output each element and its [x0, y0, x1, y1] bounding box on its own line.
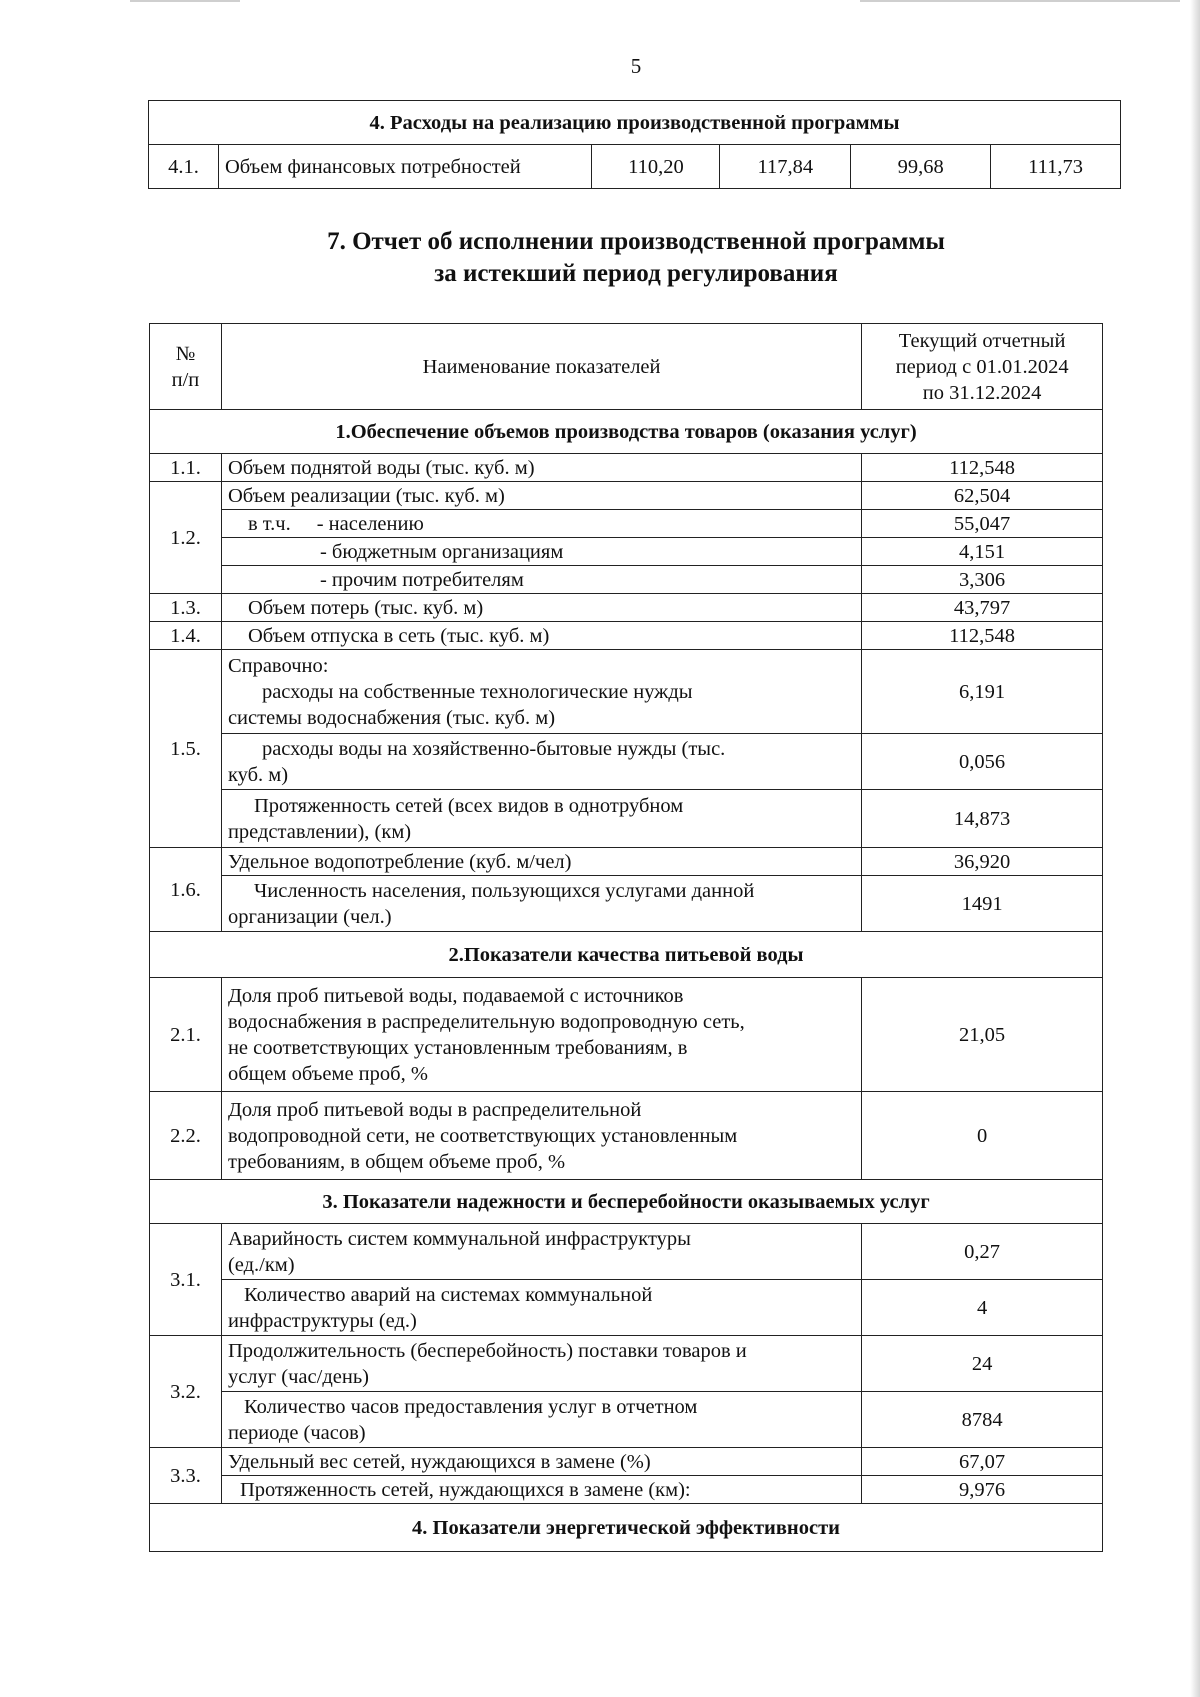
value-cell: 36,920 — [862, 848, 1103, 876]
value-cell: 117,84 — [720, 145, 851, 189]
row-name-line: расходы на собственные технологические нужды — [261, 680, 693, 703]
value-cell: 112,548 — [862, 622, 1103, 650]
row-name: Протяженность сетей, нуждающихся в замене (км): — [221, 1476, 861, 1504]
value-cell: 6,191 — [862, 650, 1103, 734]
value-cell: 62,504 — [862, 482, 1103, 510]
value-cell: 24 — [862, 1336, 1103, 1392]
row-name — [221, 734, 861, 790]
page-number: 5 — [630, 54, 642, 78]
value-cell: 0 — [862, 1092, 1103, 1180]
row-name: Удельный вес сетей, нуждающихся в замене (%) — [221, 1448, 861, 1476]
row-name-line: куб. м) — [227, 763, 289, 786]
value-cell: 43,797 — [862, 594, 1103, 622]
report-title — [0, 226, 1200, 290]
value-cell: 21,05 — [862, 978, 1103, 1092]
row-name-line: Доля проб питьевой воды в распределительной — [227, 1098, 642, 1121]
row-name-line: водопроводной сети, не соответствующих установленным — [227, 1124, 738, 1147]
row-name — [221, 1092, 861, 1180]
table-row — [150, 538, 1103, 566]
header-row — [150, 324, 1103, 410]
value-cell: 110,20 — [592, 145, 720, 189]
row-name-text: - населению — [316, 512, 424, 535]
scan-mark — [130, 0, 240, 2]
section-header-row — [150, 932, 1103, 978]
row-name-line: Протяженность сетей (всех видов в однотрубном — [253, 794, 684, 817]
table-row — [150, 1280, 1103, 1336]
row-number: 1.4. — [150, 622, 222, 650]
col-header-text: период с 01.01.2024 — [895, 355, 1069, 378]
row-name-line: (ед./км) — [227, 1253, 295, 1276]
col-header-text: п/п — [171, 368, 200, 391]
value-cell: 67,07 — [862, 1448, 1103, 1476]
row-name-line: Количество аварий на системах коммунальной — [243, 1283, 653, 1306]
col-header-text: № — [175, 342, 196, 365]
row-name-line: Доля проб питьевой воды, подаваемой с источников — [227, 984, 684, 1007]
value-cell: 55,047 — [862, 510, 1103, 538]
col-header-number — [150, 324, 222, 410]
table-row — [150, 594, 1103, 622]
row-name-line: Аварийность систем коммунальной инфраструктуры — [227, 1227, 691, 1250]
table-row — [150, 876, 1103, 932]
value-cell: 8784 — [862, 1392, 1103, 1448]
row-prefix: в т.ч. — [247, 512, 291, 535]
row-name — [221, 650, 861, 734]
row-number: 3.2. — [150, 1336, 222, 1448]
row-name: Объем реализации (тыс. куб. м) — [221, 482, 861, 510]
value-cell: 1491 — [862, 876, 1103, 932]
value-cell: 112,548 — [862, 454, 1103, 482]
section-header-row — [149, 101, 1121, 145]
report-table — [149, 323, 1103, 1552]
row-name — [221, 876, 861, 932]
value-cell: 9,976 — [862, 1476, 1103, 1504]
row-name — [221, 1392, 861, 1448]
col-header-text: по 31.12.2024 — [922, 381, 1042, 404]
row-name: Объем поднятой воды (тыс. куб. м) — [221, 454, 861, 482]
row-number: 3.1. — [150, 1224, 222, 1336]
row-name — [221, 1224, 861, 1280]
table-row — [150, 650, 1103, 734]
row-name-line: расходы воды на хозяйственно-бытовые нужды (тыс. — [261, 737, 726, 760]
value-cell: 0,056 — [862, 734, 1103, 790]
value-cell: 4 — [862, 1280, 1103, 1336]
scan-mark — [860, 0, 1180, 2]
table-row — [150, 848, 1103, 876]
row-name — [221, 978, 861, 1092]
table-row — [150, 1476, 1103, 1504]
value-cell: 3,306 — [862, 566, 1103, 594]
expenses-table — [148, 100, 1121, 189]
section-header: 4. Показатели энергетической эффективности — [150, 1504, 1103, 1552]
table-row — [150, 454, 1103, 482]
row-number: 1.3. — [150, 594, 222, 622]
table-row — [150, 510, 1103, 538]
col-header-period — [862, 324, 1103, 410]
section-header: 2.Показатели качества питьевой воды — [150, 932, 1103, 978]
section-header-row — [150, 1504, 1103, 1552]
row-name-line: Численность населения, пользующихся услугами данной — [253, 879, 755, 902]
row-name-line: инфраструктуры (ед.) — [227, 1309, 417, 1332]
table-row — [150, 622, 1103, 650]
table-row — [150, 1448, 1103, 1476]
table-row — [150, 1224, 1103, 1280]
row-name: Объем финансовых потребностей — [218, 145, 592, 189]
row-name-line: представлении), (км) — [227, 820, 412, 843]
section-header-row — [150, 1180, 1103, 1224]
row-name — [221, 510, 861, 538]
row-name: Удельное водопотребление (куб. м/чел) — [221, 848, 861, 876]
value-cell: 99,68 — [851, 145, 991, 189]
row-number: 1.6. — [150, 848, 222, 932]
row-name — [221, 1336, 861, 1392]
row-name-line: организации (чел.) — [227, 905, 392, 928]
table-row — [150, 978, 1103, 1092]
row-number: 1.5. — [150, 650, 222, 848]
section-header: 4. Расходы на реализацию производственной программы — [149, 101, 1121, 145]
table-row — [149, 145, 1121, 189]
report-title-line: за истекший период регулирования — [434, 260, 838, 287]
value-cell: 4,151 — [862, 538, 1103, 566]
row-number: 1.2. — [150, 482, 222, 594]
table-row — [150, 482, 1103, 510]
row-name-line: Количество часов предоставления услуг в отчетном — [243, 1395, 698, 1418]
row-name-line: общем объеме проб, % — [227, 1062, 428, 1085]
table-row — [150, 734, 1103, 790]
row-name-line: периоде (часов) — [227, 1421, 366, 1444]
row-name-line: системы водоснабжения (тыс. куб. м) — [227, 706, 556, 729]
value-cell: 111,73 — [991, 145, 1121, 189]
row-number: 2.1. — [150, 978, 222, 1092]
row-name-line: Продолжительность (бесперебойность) поставки товаров и — [227, 1339, 747, 1362]
col-header-text: Текущий отчетный — [898, 329, 1066, 352]
section-header: 1.Обеспечение объемов производства товаров (оказания услуг) — [150, 410, 1103, 454]
value-cell: 14,873 — [862, 790, 1103, 848]
row-name-line: Справочно: — [227, 654, 329, 677]
section-header-row — [150, 410, 1103, 454]
row-name: Объем потерь (тыс. куб. м) — [221, 594, 861, 622]
row-name — [221, 790, 861, 848]
row-name: Объем отпуска в сеть (тыс. куб. м) — [221, 622, 861, 650]
table-row — [150, 790, 1103, 848]
col-header-name: Наименование показателей — [221, 324, 861, 410]
row-number: 4.1. — [149, 145, 219, 189]
table-row — [150, 1092, 1103, 1180]
row-number: 1.1. — [150, 454, 222, 482]
section-header: 3. Показатели надежности и бесперебойности оказываемых услуг — [150, 1180, 1103, 1224]
table-row — [150, 1336, 1103, 1392]
value-cell: 0,27 — [862, 1224, 1103, 1280]
table-row — [150, 1392, 1103, 1448]
row-number: 2.2. — [150, 1092, 222, 1180]
row-name-line: не соответствующих установленным требованиям, в — [227, 1036, 688, 1059]
report-title-line: 7. Отчет об исполнении производственной программы — [327, 228, 945, 255]
row-name: - прочим потребителям — [221, 566, 861, 594]
row-name — [221, 1280, 861, 1336]
row-name-line: водоснабжения в распределительную водопроводную сеть, — [227, 1010, 745, 1033]
row-number: 3.3. — [150, 1448, 222, 1504]
row-name-line: услуг (час/день) — [227, 1365, 370, 1388]
row-name-line: требованиям, в общем объеме проб, % — [227, 1150, 566, 1173]
row-name: - бюджетным организациям — [221, 538, 861, 566]
table-row — [150, 566, 1103, 594]
